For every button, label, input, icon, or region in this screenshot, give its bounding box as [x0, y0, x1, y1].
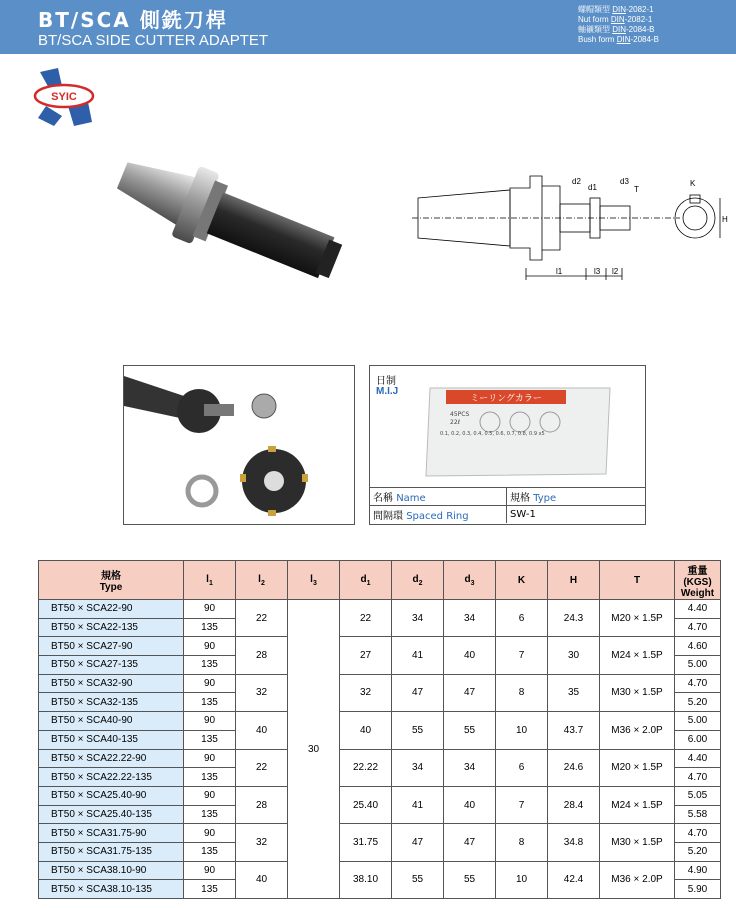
spec-row [39, 712, 721, 731]
l1-cell: 135 [184, 805, 236, 824]
d3-cell: 40 [444, 786, 496, 823]
T-cell: M36 × 2.0P [600, 712, 675, 749]
d2-cell: 41 [392, 637, 444, 674]
spec-body [39, 600, 721, 899]
label-l1: l1 [556, 267, 563, 276]
spec-row [39, 824, 721, 843]
d3-cell: 55 [444, 712, 496, 749]
l2-cell: 22 [236, 749, 288, 786]
weight-cell: 4.40 [675, 749, 721, 768]
col-H: H [548, 561, 600, 600]
d2-cell: 55 [392, 712, 444, 749]
spec-row [39, 861, 721, 880]
d1-cell: 31.75 [340, 824, 392, 861]
l1-cell: 90 [184, 824, 236, 843]
spacer-ring-kit-image [370, 366, 645, 487]
title-english: BT/SCA SIDE CUTTER ADAPTET [38, 32, 269, 49]
l2-cell: 28 [236, 786, 288, 823]
K-cell: 10 [496, 861, 548, 898]
T-cell: M24 × 1.5P [600, 637, 675, 674]
spec-row [39, 674, 721, 693]
T-cell: M30 × 1.5P [600, 674, 675, 711]
type-label-cn: 規格 [510, 493, 530, 504]
K-cell: 7 [496, 786, 548, 823]
d3-cell: 34 [444, 749, 496, 786]
cutter-assembly-photo [123, 365, 355, 525]
title-chinese: BT/SCA 側銑刀桿 [38, 8, 228, 32]
weight-cell: 4.60 [675, 637, 721, 656]
weight-cell: 5.00 [675, 712, 721, 731]
d2-cell: 47 [392, 824, 444, 861]
d3-cell: 40 [444, 637, 496, 674]
l2-cell: 40 [236, 861, 288, 898]
d2-cell: 55 [392, 861, 444, 898]
spacer-ring-box [369, 365, 646, 525]
l2-cell: 32 [236, 674, 288, 711]
l1-cell: 135 [184, 730, 236, 749]
label-d2: d2 [572, 177, 581, 186]
type-cell: BT50 × SCA31.75-90 [39, 824, 184, 843]
l3-cell: 30 [288, 600, 340, 899]
syic-logo [32, 66, 96, 128]
form-line: 螺帽類型 DIN-2082-1 [578, 5, 654, 14]
d2-cell: 34 [392, 600, 444, 637]
weight-cell: 5.58 [675, 805, 721, 824]
d1-cell: 27 [340, 637, 392, 674]
kit-label: ミーリングカラー [470, 394, 542, 404]
col-type: 規格 Type [39, 561, 184, 600]
col-d3: $d_3$ [444, 561, 496, 600]
type-cell: BT50 × SCA38.10-135 [39, 880, 184, 899]
d1-cell: 38.10 [340, 861, 392, 898]
type-cell: BT50 × SCA25.40-135 [39, 805, 184, 824]
l1-cell: 135 [184, 693, 236, 712]
d1-cell: 32 [340, 674, 392, 711]
standard-forms [578, 5, 659, 45]
l1-cell: 90 [184, 749, 236, 768]
name-label-en: Name [396, 493, 426, 504]
d3-cell: 47 [444, 824, 496, 861]
l2-cell: 40 [236, 712, 288, 749]
l1-cell: 90 [184, 674, 236, 693]
type-cell: BT50 × SCA32-135 [39, 693, 184, 712]
kit-spec: 0.1, 0.2, 0.3, 0.4, 0.5, 0.6, 0.7, 0.8, 0.9 x5 [440, 431, 545, 437]
spec-row [39, 637, 721, 656]
type-cell: BT50 × SCA22-135 [39, 618, 184, 637]
K-cell: 8 [496, 674, 548, 711]
label-d3: d3 [620, 177, 629, 186]
H-cell: 34.8 [548, 824, 600, 861]
spec-row [39, 600, 721, 619]
weight-cell: 6.00 [675, 730, 721, 749]
spec-header-row [39, 561, 721, 600]
H-cell: 30 [548, 637, 600, 674]
col-l2: $l_2$ [236, 561, 288, 600]
col-weight: 重量 (KGS) Weight [675, 561, 721, 600]
l1-cell: 90 [184, 861, 236, 880]
l1-cell: 135 [184, 618, 236, 637]
weight-cell: 4.40 [675, 600, 721, 619]
d3-cell: 47 [444, 674, 496, 711]
type-cell: BT50 × SCA38.10-90 [39, 861, 184, 880]
H-cell: 42.4 [548, 861, 600, 898]
form-line: Nut form DIN-2082-1 [578, 15, 653, 24]
technical-drawing [410, 168, 730, 288]
type-cell: BT50 × SCA27-90 [39, 637, 184, 656]
type-cell: BT50 × SCA31.75-135 [39, 842, 184, 861]
weight-cell: 4.70 [675, 824, 721, 843]
T-cell: M20 × 1.5P [600, 600, 675, 637]
weight-cell: 4.70 [675, 674, 721, 693]
l2-cell: 32 [236, 824, 288, 861]
form-line: 軸襯類型 DIN-2084-B [578, 25, 655, 34]
d2-cell: 34 [392, 749, 444, 786]
H-cell: 43.7 [548, 712, 600, 749]
weight-cell: 5.20 [675, 842, 721, 861]
name-label-cn: 名稱 [373, 493, 393, 504]
type-cell: BT50 × SCA22.22-135 [39, 768, 184, 787]
col-d1: $d_1$ [340, 561, 392, 600]
col-l1: $l_1$ [184, 561, 236, 600]
weight-cell: 4.90 [675, 861, 721, 880]
toolholder-product-image [92, 136, 372, 312]
weight-cell: 5.90 [675, 880, 721, 899]
d2-cell: 41 [392, 786, 444, 823]
kit-size: 22ℓ [450, 419, 461, 426]
weight-cell: 4.70 [675, 618, 721, 637]
l1-cell: 135 [184, 768, 236, 787]
l1-cell: 135 [184, 842, 236, 861]
col-T: T [600, 561, 675, 600]
l1-cell: 135 [184, 880, 236, 899]
label-l2: l2 [612, 267, 619, 276]
label-d1: d1 [588, 183, 597, 192]
type-cell: BT50 × SCA22-90 [39, 600, 184, 619]
origin-label: 日制 [376, 376, 396, 387]
type-cell: BT50 × SCA27-135 [39, 656, 184, 675]
d3-cell: 55 [444, 861, 496, 898]
origin-code: M.I.J [376, 386, 399, 397]
type-cell: BT50 × SCA40-135 [39, 730, 184, 749]
ring-type-value: SW-1 [507, 506, 646, 524]
l2-cell: 22 [236, 600, 288, 637]
weight-cell: 5.20 [675, 693, 721, 712]
ring-label-cn: 間隔環 [373, 511, 403, 522]
ring-label-en: Spaced Ring [406, 511, 469, 522]
T-cell: M20 × 1.5P [600, 749, 675, 786]
label-H: H [722, 215, 728, 224]
label-T: T [634, 185, 639, 194]
H-cell: 28.4 [548, 786, 600, 823]
d1-cell: 22.22 [340, 749, 392, 786]
H-cell: 35 [548, 674, 600, 711]
K-cell: 8 [496, 824, 548, 861]
d1-cell: 40 [340, 712, 392, 749]
d2-cell: 47 [392, 674, 444, 711]
type-cell: BT50 × SCA22.22-90 [39, 749, 184, 768]
l1-cell: 90 [184, 712, 236, 731]
K-cell: 7 [496, 637, 548, 674]
K-cell: 6 [496, 600, 548, 637]
l1-cell: 90 [184, 600, 236, 619]
l1-cell: 90 [184, 786, 236, 805]
l1-cell: 135 [184, 656, 236, 675]
header-banner [0, 0, 736, 54]
logo-text: SYIC [51, 91, 77, 103]
T-cell: M30 × 1.5P [600, 824, 675, 861]
weight-cell: 5.05 [675, 786, 721, 805]
type-cell: BT50 × SCA25.40-90 [39, 786, 184, 805]
T-cell: M36 × 2.0P [600, 861, 675, 898]
type-cell: BT50 × SCA40-90 [39, 712, 184, 731]
d1-cell: 25.40 [340, 786, 392, 823]
l1-cell: 90 [184, 637, 236, 656]
col-l3: $l_3$ [288, 561, 340, 600]
K-cell: 10 [496, 712, 548, 749]
label-K: K [690, 179, 696, 188]
l2-cell: 28 [236, 637, 288, 674]
H-cell: 24.6 [548, 749, 600, 786]
label-l3: l3 [594, 267, 601, 276]
K-cell: 6 [496, 749, 548, 786]
weight-cell: 4.70 [675, 768, 721, 787]
kit-count: 45PCS [450, 411, 470, 418]
spec-row [39, 749, 721, 768]
T-cell: M24 × 1.5P [600, 786, 675, 823]
col-d2: $d_2$ [392, 561, 444, 600]
spacer-info-table [370, 487, 645, 523]
weight-cell: 5.00 [675, 656, 721, 675]
d3-cell: 34 [444, 600, 496, 637]
d1-cell: 22 [340, 600, 392, 637]
type-label-en: Type [533, 493, 557, 504]
spacer-ring-photo [370, 366, 645, 487]
H-cell: 24.3 [548, 600, 600, 637]
type-cell: BT50 × SCA32-90 [39, 674, 184, 693]
spec-table [38, 560, 721, 899]
spec-row [39, 786, 721, 805]
form-line: Bush form DIN-2084-B [578, 35, 659, 44]
col-K: K [496, 561, 548, 600]
